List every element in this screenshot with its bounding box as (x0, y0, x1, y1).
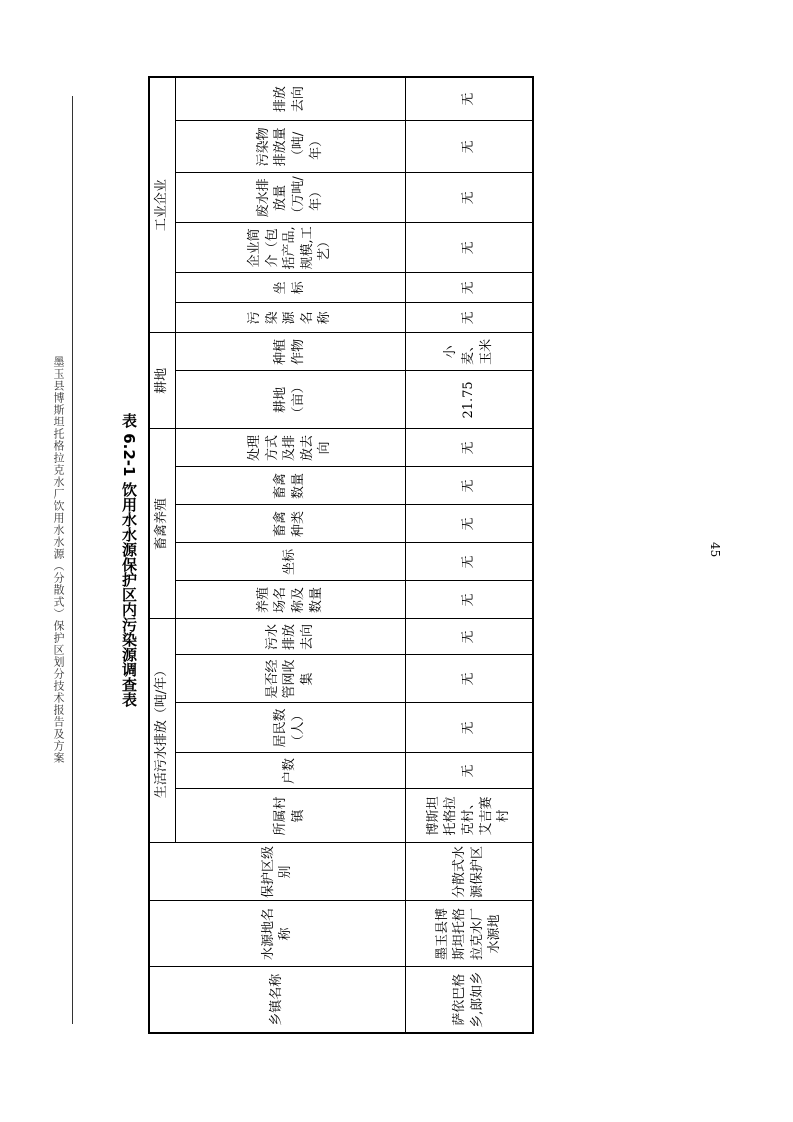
header-livestock-group: 畜禽养殖 (149, 429, 175, 619)
header-households: 户数 (175, 753, 405, 789)
cell-ind-coord: 无 (405, 273, 533, 303)
cell-ind-intro: 无 (405, 223, 533, 273)
cell-discharge: 无 (405, 619, 533, 655)
running-header: 墨玉县博斯坦托格拉克水厂饮用水水源（分散式）保护区划分技术报告及方案 (52, 356, 65, 764)
header-town: 乡镇名称 (149, 967, 405, 1033)
cell-level: 分散式水源保护区 (405, 843, 533, 901)
cell-ind-discharge: 无 (405, 77, 533, 121)
cell-farmland-area: 21.75 (405, 371, 533, 429)
cell-town: 萨依巴格乡,郎如乡 (405, 967, 533, 1033)
header-crop: 种植作物 (175, 333, 405, 371)
cell-pollutant-name: 无 (405, 303, 533, 333)
header-industry-group: 工业企业 (149, 77, 175, 333)
cell-animal-count: 无 (405, 467, 533, 505)
header-farmland-group: 耕地 (149, 333, 175, 429)
cell-farm-coord: 无 (405, 543, 533, 581)
header-rule (72, 96, 73, 1024)
table-caption: 表 6.2-1 饮用水水源保护区内污染源调查表 (120, 413, 138, 707)
header-farmland-area: 耕地（亩） (175, 371, 405, 429)
cell-animal-type: 无 (405, 505, 533, 543)
cell-source: 墨玉县博斯坦托格拉克水厂水源地 (405, 901, 533, 967)
header-level: 保护区级别 (149, 843, 405, 901)
table-row (405, 77, 533, 1033)
cell-residents: 无 (405, 703, 533, 753)
header-farm-coord: 坐标 (175, 543, 405, 581)
header-pipe: 是否经管网收集 (175, 655, 405, 703)
cell-treatment: 无 (405, 429, 533, 467)
header-ind-coord: 坐标 (175, 273, 405, 303)
cell-farm-name: 无 (405, 581, 533, 619)
header-animal-count: 畜禽数量 (175, 467, 405, 505)
header-sewage-group: 生活污水排放（吨/年） (149, 619, 175, 843)
header-village: 所属村镇 (175, 789, 405, 843)
header-ind-discharge: 排放去向 (175, 77, 405, 121)
header-animal-type: 畜禽种类 (175, 505, 405, 543)
cell-crop: 小麦、玉米 (405, 333, 533, 371)
table-rotator (148, 88, 534, 1034)
header-wastewater: 废水排放量（万吨/年） (175, 173, 405, 223)
cell-pollutant-amount: 无 (405, 121, 533, 173)
header-treatment: 处理方式及排放去向 (175, 429, 405, 467)
header-pollutant-name: 污染源名称 (175, 303, 405, 333)
header-pollutant-amount: 污染物排放量（吨/年） (175, 121, 405, 173)
page-number: 45 (708, 542, 722, 558)
header-farm-name: 养殖场名称及数量 (175, 581, 405, 619)
header-residents: 居民数（人） (175, 703, 405, 753)
cell-households: 无 (405, 753, 533, 789)
pollution-survey-table (148, 76, 534, 1034)
header-ind-intro: 企业简介（包括产品,规模,工艺） (175, 223, 405, 273)
header-discharge: 污水排放去向 (175, 619, 405, 655)
cell-pipe: 无 (405, 655, 533, 703)
cell-village: 博斯坦托格拉克村、艾吉赛村 (405, 789, 533, 843)
header-source: 水源地名称 (149, 901, 405, 967)
cell-wastewater: 无 (405, 173, 533, 223)
